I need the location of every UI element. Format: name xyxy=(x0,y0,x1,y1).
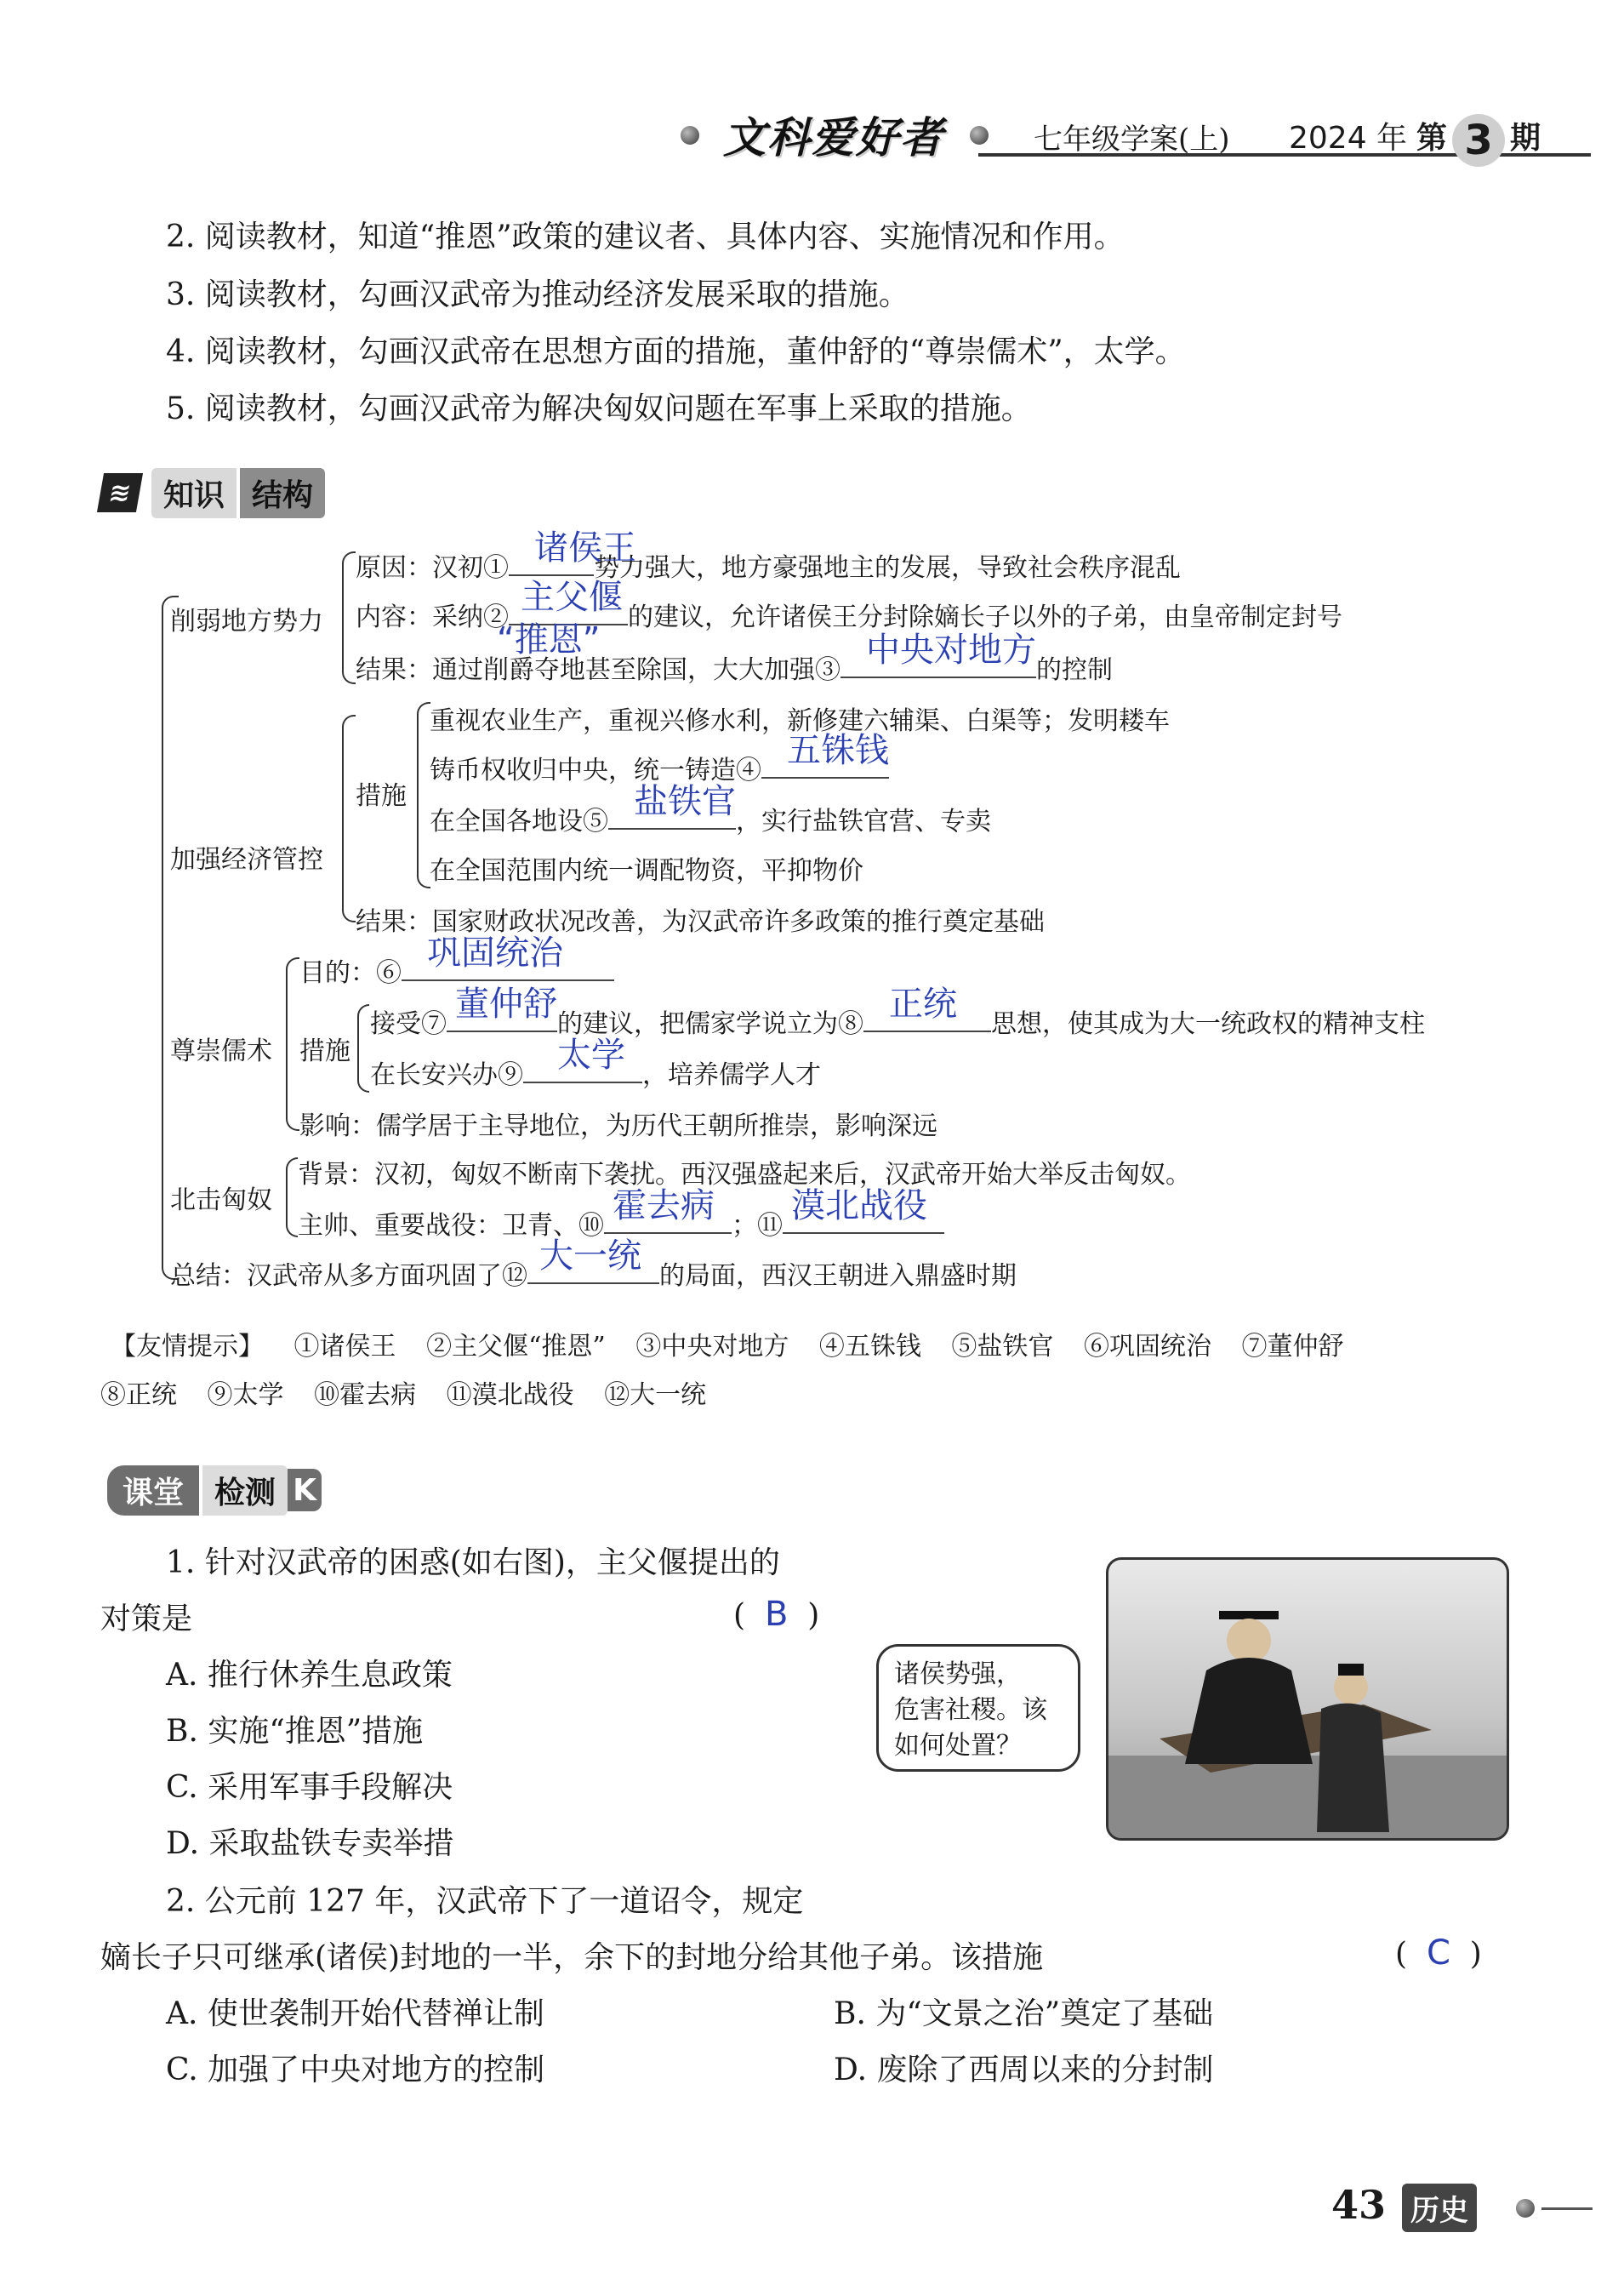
q1-option-a: A. 推行休养生息政策 xyxy=(166,1658,453,1693)
xiongnu-brace xyxy=(286,1157,298,1237)
section-classroom-test xyxy=(107,1464,322,1516)
weaken-content: 内容：采纳② 主父偃 “推恩” 的建议，允许诸侯王分封除嫡长子以外的子弟，由皇帝制定封号 xyxy=(356,596,1342,633)
answer-1: 诸侯王 xyxy=(534,528,636,568)
blank-4 xyxy=(761,731,889,779)
xiongnu-battles: 主帅、重要战役：卫青、⑩ 霍去病 ；⑪ 漠北战役 xyxy=(298,1204,944,1242)
economy-measures-label: 措施 xyxy=(356,781,407,811)
q2-answer: C xyxy=(1426,1933,1450,1973)
economy-measure-4: 在全国范围内统一调配物资，平抑物价 xyxy=(430,856,863,886)
section2-title-part2: 检测 xyxy=(202,1465,288,1516)
weaken-result: 结果：通过削爵夺地甚至除国，大大加强③ 中央对地方 的控制 xyxy=(356,648,1113,686)
q1-option-b: B. 实施“推恩”措施 xyxy=(166,1714,424,1749)
section-knowledge-structure xyxy=(100,466,325,519)
hint-line-2: ⑧正统 ⑨太学 ⑩霍去病 ⑪漠北战役 ⑫大一统 xyxy=(100,1380,707,1410)
confucian-measures-label: 措施 xyxy=(299,1036,350,1066)
q1-option-d: D. 采取盐铁专卖举措 xyxy=(166,1826,454,1861)
answer-8: 正统 xyxy=(889,985,957,1024)
answer-5: 盐铁官 xyxy=(634,782,736,821)
emperor-illustration xyxy=(1106,1557,1509,1841)
hint-line-1: 【友情提示】 ①诸侯王 ②主父偃“推恩” ③中央对地方 ④五铢钱 ⑤盐铁官 ⑥巩固统治 ⑦董仲舒 xyxy=(111,1332,1344,1362)
header-dot-icon xyxy=(681,126,699,145)
q2-answer-paren: ( C ) xyxy=(1395,1933,1482,1973)
confucian-measure-2: 在长安兴办⑨ 太学 ，培养儒学人才 xyxy=(370,1053,821,1091)
issue-number: 3 xyxy=(1452,114,1505,167)
q1-answer-paren: ( B ) xyxy=(733,1595,820,1634)
section-title-part2: 结构 xyxy=(240,468,325,518)
answer-10: 霍去病 xyxy=(613,1186,715,1225)
economy-measure-1: 重视农业生产，重视兴修水利，新修建六辅渠、白渠等；发明耧车 xyxy=(430,706,1170,736)
blank-8 xyxy=(863,985,991,1032)
q1-stem-line1: 1. 针对汉武帝的困惑(如右图)，主父偃提出的 xyxy=(166,1545,780,1580)
economy-brace xyxy=(342,715,356,922)
answer-7: 董仲舒 xyxy=(455,985,557,1024)
answer-9: 太学 xyxy=(557,1036,625,1075)
weaken-cause: 原因：汉初① 诸侯王 势力强大，地方豪强地主的发展，导致社会秩序混乱 xyxy=(356,546,1181,584)
header-dot-icon xyxy=(970,126,989,145)
q1-answer: B xyxy=(764,1595,789,1634)
economy-label: 加强经济管控 xyxy=(170,845,323,875)
q1-option-c: C. 采用军事手段解决 xyxy=(166,1770,453,1805)
xiongnu-background: 背景：汉初，匈奴不断南下袭扰。西汉强盛起来后，汉武帝开始大举反击匈奴。 xyxy=(298,1160,1191,1190)
emperor-illustration-svg xyxy=(1108,1560,1507,1838)
footer-rule xyxy=(1541,2207,1593,2210)
blank-7 xyxy=(447,985,557,1032)
q2-stem-line2: 嫡长子只可继承(诸侯)封地的一半，余下的封地分给其他子弟。该措施 xyxy=(100,1940,1044,1975)
blank-12 xyxy=(527,1236,659,1284)
confucian-measure-1: 接受⑦ 董仲舒 的建议，把儒家学说立为⑧ 正统 思想，使其成为大一统政权的精神支柱 xyxy=(370,1002,1425,1040)
page-header xyxy=(0,0,1624,170)
blank-5 xyxy=(608,782,736,830)
economy-measure-2: 铸币权收归中央，统一铸造④ 五铢钱 xyxy=(430,749,889,786)
economy-result: 结果：国家财政状况改善，为汉武帝许多政策的推行奠定基础 xyxy=(356,907,1045,937)
summary: 总结：汉武帝从多方面巩固了⑫ 大一统 的局面，西汉王朝进入鼎盛时期 xyxy=(170,1254,1017,1292)
weaken-brace xyxy=(342,551,356,684)
answer-2: 主父偃 xyxy=(521,578,623,617)
weaken-label: 削弱地方势力 xyxy=(170,607,323,637)
header-issue xyxy=(1416,114,1541,167)
issue-suffix: 期 xyxy=(1510,120,1541,156)
objective-5: 5. 阅读教材，勾画汉武帝为解决匈奴问题在军事上采取的措施。 xyxy=(166,391,1032,426)
section-mark-icon: ≋ xyxy=(97,473,143,512)
objective-2: 2. 阅读教材，知道“推恩”政策的建议者、具体内容、实施情况和作用。 xyxy=(166,220,1125,254)
blank-11 xyxy=(783,1186,944,1234)
answer-2b: “推恩” xyxy=(497,620,601,660)
q2-stem-line1: 2. 公元前 127 年，汉武帝下了一道诏令，规定 xyxy=(166,1884,804,1919)
answer-12: 大一统 xyxy=(539,1236,641,1276)
blank-2 xyxy=(497,578,628,660)
q2-option-a: A. 使世袭制开始代替禅让制 xyxy=(166,1996,544,2031)
answer-3: 中央对地方 xyxy=(866,631,1036,670)
answer-6: 巩固统治 xyxy=(427,934,563,973)
confucian-impact: 影响：儒学居于主导地位，为历代王朝所推崇，影响深远 xyxy=(299,1111,937,1141)
header-year: 2024 年 xyxy=(1289,121,1408,156)
section2-title-part1: 课堂 xyxy=(107,1465,199,1516)
subject-badge: 历史 xyxy=(1402,2184,1477,2232)
q2-option-b: B. 为“文景之治”奠定了基础 xyxy=(834,1996,1214,2031)
footer-dot-icon xyxy=(1516,2199,1535,2218)
objective-4: 4. 阅读教材，勾画汉武帝在思想方面的措施，董仲舒的“尊崇儒术”，太学。 xyxy=(166,334,1186,369)
confucian-brace xyxy=(286,957,299,1131)
blank-3 xyxy=(840,631,1036,678)
q1-stem-line2: 对策是 xyxy=(100,1602,193,1636)
hint-title: 【友情提示】 xyxy=(111,1332,264,1362)
xiongnu-label: 北击匈奴 xyxy=(170,1185,272,1215)
section-title-part1: 知识 xyxy=(151,468,236,518)
speech-bubble: 诸侯势强， 危害社稷。该 如何处置？ xyxy=(876,1644,1080,1772)
blank-9 xyxy=(523,1036,642,1083)
confucian-label: 尊崇儒术 xyxy=(170,1036,272,1066)
confucian-goal: 目的：⑥ 巩固统治 xyxy=(299,951,614,989)
answer-4: 五铢钱 xyxy=(787,731,889,770)
confucian-measures-brace xyxy=(357,1004,369,1093)
q2-option-c: C. 加强了中央对地方的控制 xyxy=(166,2053,545,2087)
objective-3: 3. 阅读教材，勾画汉武帝为推动经济发展采取的措施。 xyxy=(166,277,909,312)
page-number: 43 xyxy=(1331,2182,1387,2228)
q2-option-d: D. 废除了西周以来的分封制 xyxy=(834,2053,1214,2087)
header-grade: 七年级学案(上) xyxy=(1034,123,1230,157)
main-brace xyxy=(162,596,179,1280)
issue-prefix: 第 xyxy=(1416,120,1448,156)
section2-k-mark: K xyxy=(288,1469,322,1511)
economy-measures-brace xyxy=(417,702,430,888)
header-logo: 文科爱好者 xyxy=(723,113,944,163)
answer-11: 漠北战役 xyxy=(791,1186,927,1225)
economy-measure-3: 在全国各地设⑤ 盐铁官 ，实行盐铁官营、专卖 xyxy=(430,800,991,837)
